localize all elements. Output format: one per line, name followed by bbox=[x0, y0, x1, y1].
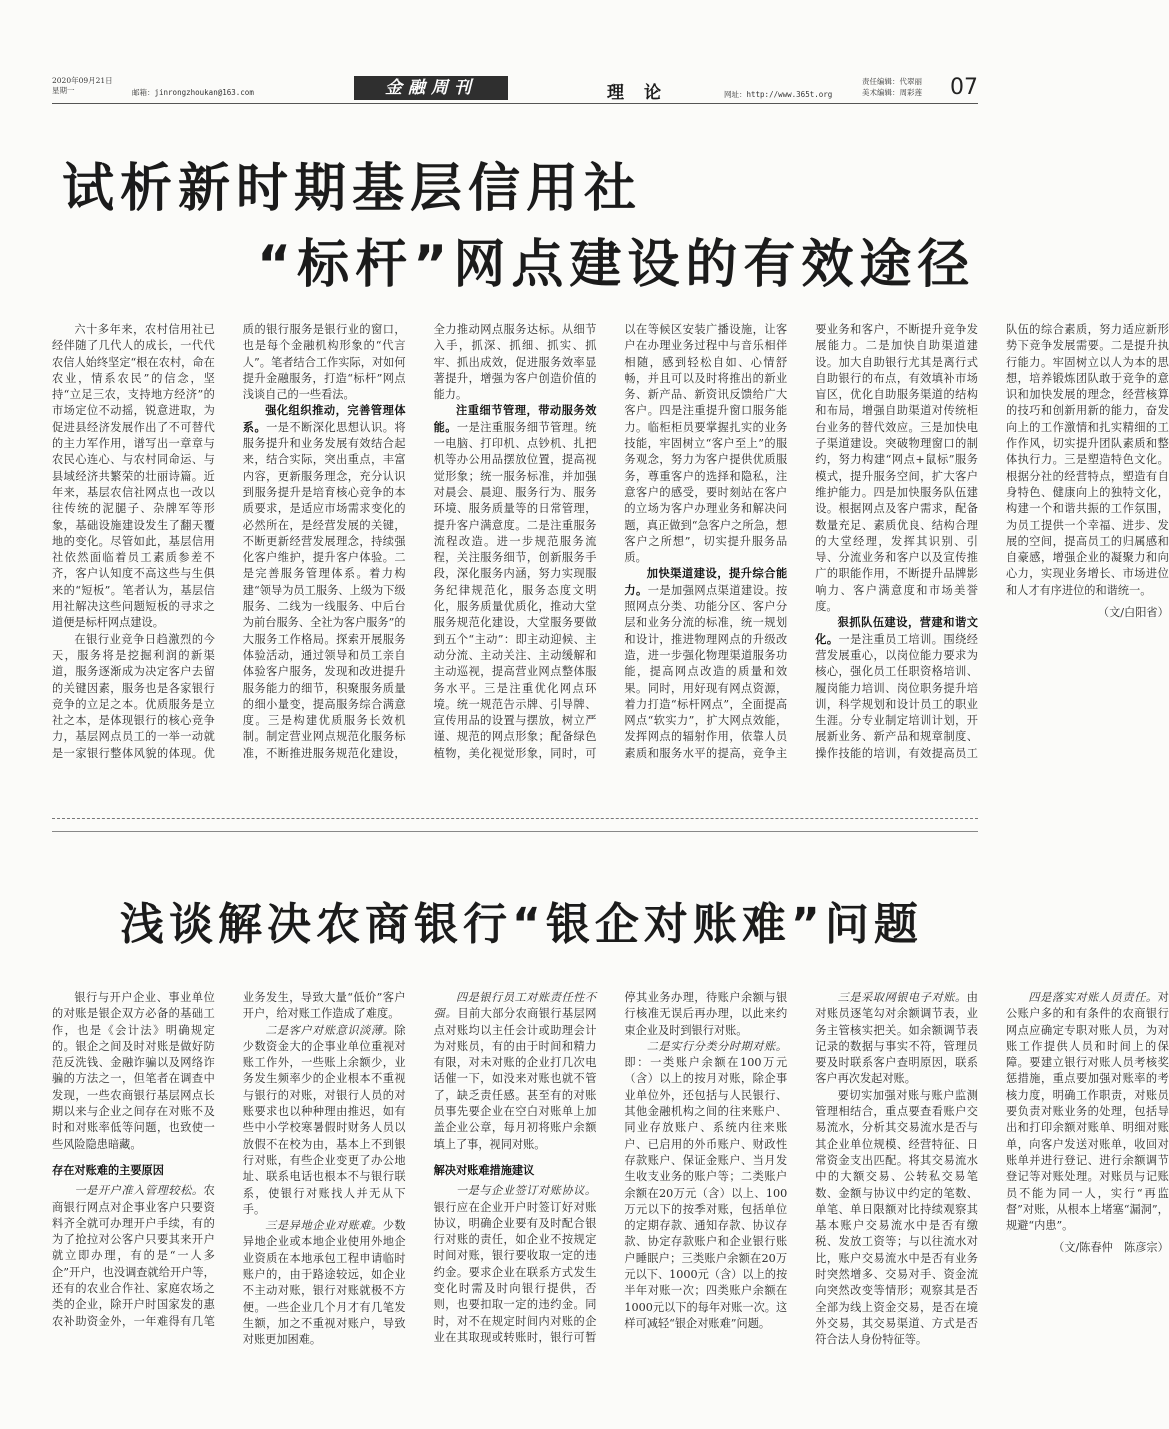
article2-reason4 bbox=[434, 990, 597, 1153]
item-lead: 三是采取网银电子对账。 bbox=[837, 991, 967, 1004]
website: 网址：http://www.365t.org bbox=[724, 90, 833, 99]
item-lead: 二是实行分类分时期对账。 bbox=[646, 1039, 788, 1053]
article2-reason3 bbox=[243, 1218, 406, 1348]
issue-date-block bbox=[52, 76, 113, 96]
contact-email: 邮箱：jinrongzhoukan@163.com bbox=[132, 88, 254, 97]
article1-title-line1: 试析新时期基层信用社 bbox=[62, 159, 643, 219]
article2-byline: （文/陈春仲 陈彦宗） bbox=[1053, 1241, 1169, 1255]
item-text: 除少数资金大的企事业单位重视对账工作外，一些账上余额少，业务发生频率少的企业根本不重视与银行的对账，对银行人员的对账要求也以种种理由推迟，如有些中小学校寒暑假时财务人员以放假不在校为由，基本上不到银行对账，有些企业变更了办公地址、联系电话也根本不与银行联系，使银行对账找人并无从下手。 bbox=[242, 1023, 406, 1216]
masthead-rule bbox=[52, 103, 978, 104]
article2-measure3-detail: 要切实加强对账与账户监测管理相结合，重点要查看账户交易流水，分析其交易流水是否与其企业单位规模、经营特征、日常资金支出匹配。将其交易流水中的大额交易、公转私交易笔数、金额与协议中约定的笔数、单笔、单日限额对比持续观察其基本账户交易流水中是否有缴税、发放工资等；与以往流水对比，账户交易流水中是否有业务时突然增多、交易对手、资金流向突然改变等情形；观察其是否全部为线上资金交易，是否在境外交易，其交易渠道、方式是否符合法人身份特征等。 bbox=[815, 1088, 978, 1347]
section-divider bbox=[52, 831, 978, 832]
item-lead: 三是异地企业对账难。 bbox=[265, 1219, 383, 1233]
item-text: 少数异地企业或本地企业使用外地企业资质在本地承包工程申请临时账户的，由于路途较远，如企业不主动对账，银行对账就极不方便。一些企业几个月才有几笔发生额，加之不重视对账户，导致对账更加困难。 bbox=[242, 1219, 406, 1347]
item-lead: 二是客户对账意识淡薄。 bbox=[265, 1023, 395, 1037]
section-lead: 注重细节管理，带动服务效能。 bbox=[433, 404, 597, 434]
section-text: 一是加强网点渠道建设。按照网点分类、功能分区、客户分层和业务分流的标准，统一规划和设计，推进物理网点的升级改造，进一步强化物理渠道服务功能，提高网点改造的质量和效果。同时，用好现有网点资源，着力打造“标杆网点”，全面提高网点“软实力”，扩大网点效能，发挥网点的辐射作用，依靠人员素质和服务水平的提高，竞争主要业务和客户，不断提升竞争发展能力。二是加快自助渠道建设。加大自助银行尤其是离行式自助银行的布点，有效填补市场盲区，优化自助服务渠道的结构和布局，增强自助渠道对传统柜台业务的替代效应。三是加快电子渠道建设。突破物理窗口的制约，努力构建“网点+鼠标”服务模式，提升服务空间，扩大客户维护能力。四是加快服务队伍建设。根据网点及客户需求，配备数量充足、素质优良、结构合理的大堂经理，发挥其识别、引导、分流业务和客户以及宣传推广的职能作用，不断提升品牌影响力、客户满意度和市场美誉度。 bbox=[624, 323, 978, 760]
section-text: 一是注重服务细节管理。统一电脑、打印机、点钞机、扎把机等办公用品摆放位置，提高视觉形象；统一服务标准，并加强对晨会、晨迎、服务行为、服务环境、服务质量等的日常管理，提升客户满意度。二是注重服务流程改造。进一步规范服务流程，关注服务细节，创新服务手段，深化服务内涵，努力实现服务纪律规范化，服务态度文明化，服务质量优质化，推动大堂服务规范化建设，大堂服务要做到五个“主动”：即主动迎候、主动分流、主动关注、主动缓解和主动巡视，提高营业网点整体服务水平。三是注重优化网点环境。统一规范告示牌、引导牌、宣传用品的设置与摆放，树立严谨、规范的网点形象；配备绿色植物，美化视觉形象，同时，可以在等候区安装广播设施，让客户在办理业务过程中与音乐相伴相随，感到轻松自如、心情舒畅，并且可以及时将推出的新业务、新产品、新资讯反馈给广大客户。四是注重提升窗口服务能力。临柜柜员要掌握扎实的业务技能，牢固树立“客户至上”的服务观念，努力为客户提供优质服务，尊重客户的选择和隐私，注意客户的感受，要时刻站在客户的立场为客户办理业务和解决问题，真正做到“急客户之所急，想客户之所想”，切实提升服务品质。 bbox=[433, 323, 788, 760]
item-text: 对公账户多的和有条件的农商银行网点应确定专职对账人员，为对账工作提供人员和时间上的保障。要建立银行对账人员考核奖惩措施，重点要加强对账率的考核力度，明确工作职责，对账员要负责对账业务的处理，包括导出和打印余额对账单、明细对账单，向客户发送对账单，收回对账单并进行登记、进行余额调节登记等对账处理。对账员与记账员不能为同一人，实行“再监督”对账，从根本上堵塞“漏洞”，规避“内患”。 bbox=[1005, 991, 1169, 1233]
article1-body bbox=[52, 322, 1169, 777]
article2-title: 浅谈解决农商银行“银企对账难”问题 bbox=[120, 899, 923, 950]
art-editor: 美术编辑：周彩莲 bbox=[862, 88, 922, 97]
article2-measure3 bbox=[815, 990, 978, 1088]
section-lead: 加快渠道建设，提升综合能力。 bbox=[624, 567, 788, 597]
section-lead: 强化组织推动，完善管理体系。 bbox=[242, 404, 406, 434]
article2-subheading: 解决对账难措施建议 bbox=[433, 1163, 535, 1177]
section-text: 一是注重员工培训。围绕经营发展重心，以岗位能力要求为核心，强化员工任职资格培训、履岗能力培训、岗位职务提升培训，科学规划和设计员工的职业生涯。分专业制定培训计划，开展新业务、新产品和规章制度、操作技能的培训，有效提高员工队伍的综合素质，努力适应新形势下竞争发展需要。二是提升执行能力。牢固树立以人为本的思想，培养锻炼团队敢于竞争的意识和加快发展的理念，经营核算的技巧和创新用新的能力，奋发向上的工作激情和扎实精细的工作作风，切实提升团队素质和整体执行力。三是塑造特色文化。根据分社的经营特点，塑造有自身特色、健康向上的独特文化，构建一个和谐共振的工作氛围，为员工提供一个幸福、进步、发展的空间，提高员工的归属感和自豪感，增强企业的凝聚力和向心力，实现业务增长、市场进位和人才有序进位的和谐统一。 bbox=[815, 323, 1169, 760]
editors-block bbox=[862, 76, 922, 98]
article2-intro: 银行与开户企业、事业单位的对账是银企双方必备的基础工作，也是《会计法》明确规定的。银企之间及时对账是做好防范反洗钱、金融诈骗以及网络诈骗的方法之一，但笔者在调查中发现，一些农商银行基层网点长期以来与企业之间存在对账不及时和对账率低等问题，也致使一些风险隐患暗藏。 bbox=[52, 991, 215, 1151]
item-text: 农商银行网点对企事业客户只要资料齐全就可办理开户手续，有的为了抢拉对公客户只要其来开户就立即办理，有的是“一人多企”开户，也没调查就给开户等，还有的农业合作社、家庭农场之类的企业，除开户时国家发的惠农补助资金外，一年难得有几笔业务发生，导致大量“低价”客户开户，给对账工作造成了难度。 bbox=[52, 991, 406, 1328]
item-lead: 四是落实对账人员责任。 bbox=[1028, 991, 1158, 1004]
item-lead: 一是与企业签订对账协议。 bbox=[455, 1184, 597, 1198]
article2-reason2 bbox=[243, 1023, 406, 1219]
section-divider bbox=[52, 818, 978, 819]
section-lead: 狠抓队伍建设，营建和谐文化。 bbox=[815, 616, 978, 646]
issue-date: 2020年09月21日 bbox=[52, 76, 113, 85]
masthead bbox=[52, 76, 978, 104]
article1-byline: （文/白阳省） bbox=[1097, 606, 1169, 620]
item-text: 目前大部分农商银行基层网点对账均以主任会计或助理会计为对账员，有的由于时间和精力有限，对未对账的企业打几次电话催一下，如没来对账也就不管了，缺乏责任感。甚至有的对账员事先要企业在空白对账单上加盖企业公章，每月初将账户余额填上了事，视同对账。 bbox=[433, 1007, 597, 1151]
article1-paragraph: 六十多年来，农村信用社已经伴随了几代人的成长，一代代农信人始终坚定“根在农村，命在农业，情系农民”的信念，坚持“立足三农，支持地方经济”的市场定位不动摇，锐意进取，为促进县经济发展作出了不可替代的主力军作用，谱写出一章章与农民心连心、与农村同命运、与县域经济共繁荣的壮丽诗篇。近年来，基层农信社网点也一改以往传统的泥腿子、杂牌军等形象，基础设施建设发生了翻天覆地的变化。尽管如此，基层信用社依然面临着员工素质参差不齐，客户认知度不高这些与生俱来的“短板”。笔者认为，基层信用社解决这些问题短板的寻求之道便是标杆网点建设。 bbox=[52, 323, 215, 630]
article2-subheading: 存在对账难的主要原因 bbox=[52, 1163, 164, 1177]
item-text: 银行应在企业开户时签订好对账协议，明确企业要有及时配合银行对账的责任，如企业不按规定时间对账，银行要收取一定的违约金。要求企业在联系方式发生变化时需及时向银行提供，否则，也要扣取一定的违约金。同时，对不在规定时间内对账的企业在其取现或转账时，银行可暂停其业务办理，待账户余额与银行核准无误后再办理，以此来约束企业及时到银行对账。 bbox=[433, 991, 788, 1344]
article1-title-line2: “标杆”网点建设的有效途径 bbox=[257, 235, 976, 295]
item-text: 由对账员逐笔勾对余额调节表，业务主管核实把关。如余额调节表记录的数据与事实不符，管理员要及时联系客户查明原因，联系客户再次发起对账。 bbox=[815, 991, 978, 1086]
article2-measure4 bbox=[1006, 990, 1169, 1234]
duty-editor: 责任编辑：代翠丽 bbox=[862, 77, 922, 86]
article2-body bbox=[52, 990, 1169, 1350]
article1-paragraph: 在银行业竞争日趋激烈的今天，服务将是挖掘利润的新渠道，服务逐渐成为决定客户去留的关键因素，服务也是各家银行竞争的立足之本。优质服务是立社之本，是体现银行的核心竞争力，基层网点员工的一举一动就是一家银行整体风貌的体现。优质的银行服务是银行业的窗口，也是每个金融机构形象的“代言人”。笔者结合工作实际，对如何提升金融服务，打造“标杆”网点浅谈自己的一些看法。 bbox=[52, 323, 406, 760]
section-title: 理论 bbox=[607, 83, 681, 103]
item-lead: 四是银行员工对账责任性不强。 bbox=[433, 991, 597, 1021]
section-text: 一是不断深化思想认识。将服务提升和业务发展有效结合起来，结合实际，突出重点，丰富内容，更新服务理念，充分认识到服务提升是培育核心竞争的本质要求，是适应市场需求变化的必然所在，是经营发展的关键，不断更新经营发展理念，持续强化客户维护，提升客户体验。二是完善服务管理体系。着力构建“领导为员工服务、上级为下级服务、二线为一线服务、中后台为前台服务、全社为客户服务”的大服务工作格局。探索开展服务体验活动，通过领导和员工亲自体验客户服务，发现和改进提升服务能力的细节，积聚服务质量的细小量变，提高服务综合满意度。三是构建优质服务长效机制。制定营业网点规范化服务标准，不断推进服务规范化建设，全力推动网点服务达标。从细节入手，抓深、抓细、抓实、抓牢、抓出成效，促进服务效率显著提升，增强为客户创造价值的能力。 bbox=[242, 323, 597, 760]
article2-measure2 bbox=[624, 1039, 787, 1332]
paper-name-banner: 金融周刊 bbox=[354, 76, 508, 100]
item-text: 即：一类账户余额在100万元（含）以上的按月对账，除企事业单位外，还包括与人民银行、其他金融机构之间的往来账户、同业存放账户、系统内往来账户、已启用的外币账户、财政性存款账户、保证金账户、当月发生收支业务的账户等；二类账户余额在20万元（含）以上、100万元以下的按季对账，包括单位的定期存款、通知存款、协议存款、协定存款账户和企业银行账户睡眠户；三类账户余额在20万元以下、1000元（含）以上的按半年对账一次；四类账户余额在1000元以下的每年对账一次。这样可减轻“银企对账难”问题。 bbox=[624, 1056, 788, 1330]
page-number: 07 bbox=[950, 75, 978, 100]
item-lead: 一是开户准入管理较松。 bbox=[74, 1184, 204, 1198]
issue-weekday: 星期一 bbox=[52, 86, 75, 95]
